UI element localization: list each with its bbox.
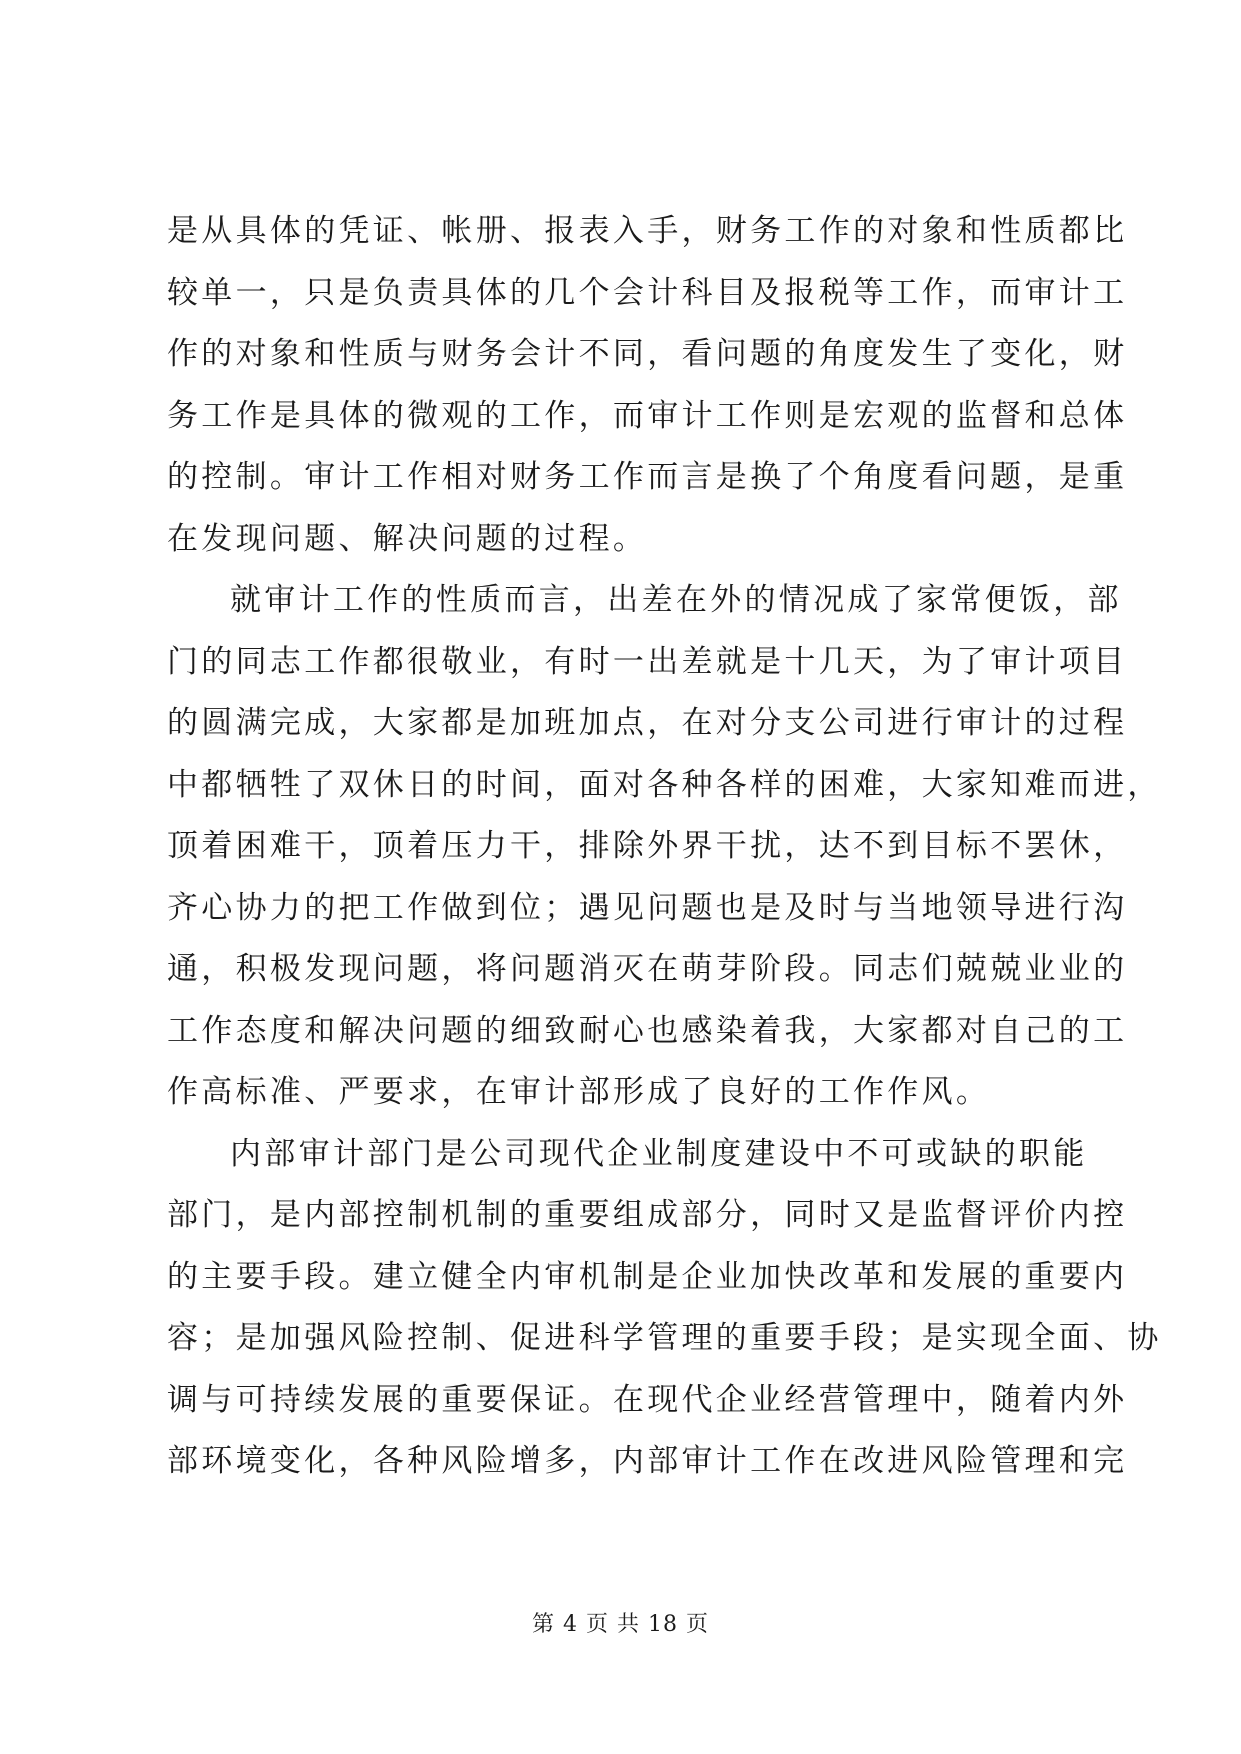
text-line: 齐心协力的把工作做到位；遇见问题也是及时与当地领导进行沟 [167,889,1128,926]
paragraph-2 [167,570,1162,1124]
text-line: 在发现问题、解决问题的过程。 [167,520,648,557]
text-line: 部环境变化，各种风险增多，内部审计工作在改进风险管理和完 [167,1443,1128,1479]
text-line: 内部审计部门是公司现代企业制度建设中不可或缺的职能 [230,1135,1088,1172]
text-line: 较单一，只是负责具体的几个会计科目及报税等工作，而审计工 [167,274,1128,311]
text-line: 务工作是具体的微观的工作，而审计工作则是宏观的监督和总体 [167,397,1128,434]
paragraph-3 [167,1124,1162,1493]
text-line: 工作态度和解决问题的细致耐心也感染着我，大家都对自己的工 [167,1012,1128,1049]
text-line: 中都牺牲了双休日的时间，面对各种各样的困难，大家知难而进， [167,766,1162,803]
body-text [167,201,1162,1493]
text-line: 容；是加强风险控制、促进科学管理的重要手段；是实现全面、协 [167,1320,1162,1356]
text-line: 的控制。审计工作相对财务工作而言是换了个角度看问题，是重 [167,459,1128,495]
text-line: 作高标准、严要求，在审计部形成了良好的工作作风。 [167,1074,991,1110]
text-line: 顶着困难干，顶着压力干，排除外界干扰，达不到目标不罢休， [167,828,1128,864]
text-line: 是从具体的凭证、帐册、报表入手，财务工作的对象和性质都比 [167,213,1128,249]
text-line: 就审计工作的性质而言，出差在外的情况成了家常便饭，部 [230,582,1122,618]
text-line: 调与可持续发展的重要保证。在现代企业经营管理中，随着内外 [167,1381,1128,1418]
text-line: 门的同志工作都很敬业，有时一出差就是十几天，为了审计项目 [167,643,1128,680]
text-line: 的主要手段。建立健全内审机制是企业加快改革和发展的重要内 [167,1258,1128,1295]
text-line: 作的对象和性质与财务会计不同，看问题的角度发生了变化，财 [167,336,1128,372]
paragraph-1 [167,201,1128,570]
text-line: 部门，是内部控制机制的重要组成部分，同时又是监督评价内控 [167,1197,1128,1233]
page-number-footer: 第 4 页 共 18 页 [532,1612,709,1637]
text-line: 的圆满完成，大家都是加班加点，在对分支公司进行审计的过程 [167,705,1128,741]
text-line: 通，积极发现问题，将问题消灭在萌芽阶段。同志们兢兢业业的 [167,951,1128,987]
